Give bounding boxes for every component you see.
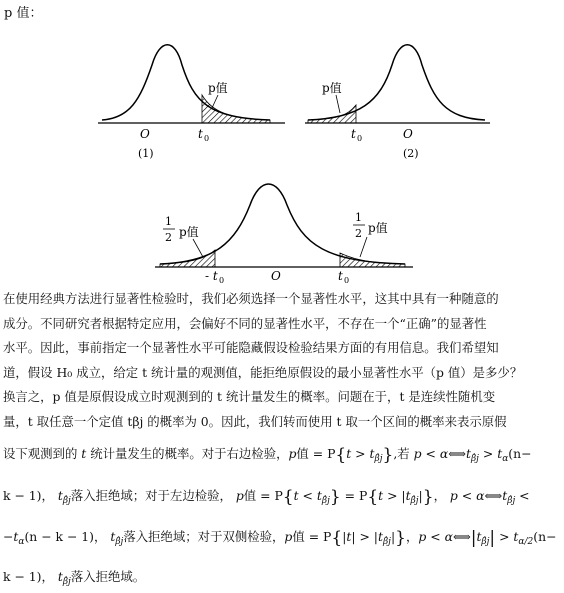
- paragraph-line: 换言之，p 值是原假设成立时观测到的 t 统计量发生的概率。问题在于，t 是连续性随机变: [3, 389, 496, 404]
- t0-label: t: [338, 269, 343, 283]
- figure-caption: (2): [403, 147, 419, 160]
- formula-line-2: k − 1)， $t_{\betâj}$落入拒绝域；对于左边检验， p值 = $P\{t < t_{\betâj}\} = P\{t > |t_{\betâj}|\}$， $p < \alpha⟺t_{\betâj}$ <: [3, 487, 530, 507]
- paragraph-line: 在使用经典方法进行显著性检验时，我们必须选择一个显著性水平，这其中具有一种随意的: [3, 291, 499, 306]
- svg-text:2: 2: [355, 227, 362, 240]
- body-paragraph: [3, 287, 561, 434]
- svg-text:0: 0: [344, 276, 350, 285]
- normal-curve: [102, 45, 270, 120]
- p-value-label: p值: [322, 81, 342, 95]
- svg-text:1: 1: [355, 211, 362, 224]
- neg-t0-label: - t: [205, 269, 218, 283]
- t0-label: t: [198, 127, 203, 141]
- paragraph-line: 道，假设 H₀ 成立，给定 t 统计量的观测值，能拒绝原假设的最小显著性水平（p 值）是多少？: [3, 364, 523, 380]
- formula-line-4: k − 1)， $t_{\betâj}$落入拒绝域。: [3, 569, 146, 587]
- origin-label: O: [140, 127, 150, 141]
- p-value-label: p值: [208, 81, 228, 95]
- figure-left-tail: [300, 20, 500, 160]
- figure-caption: (1): [138, 147, 154, 160]
- left-tail-area: [160, 250, 215, 267]
- svg-text:1: 1: [165, 215, 172, 228]
- left-tail-area: [308, 105, 356, 123]
- paragraph-line: 成分。不同研究者根据特定应用，会偏好不同的显著性水平，不存在一个“正确”的显著性: [3, 315, 487, 331]
- origin-label: O: [403, 127, 413, 141]
- t0-label: t: [351, 127, 356, 141]
- figure-right-tail: [90, 20, 290, 160]
- right-p-value-label: p值: [368, 221, 388, 235]
- svg-text:0: 0: [204, 134, 210, 143]
- figure-two-sided: [155, 165, 415, 285]
- svg-text:0: 0: [357, 134, 363, 143]
- paragraph-line: 量，t 取任意一个定值 tβj 的概率为 0。因此，我们转而使用 t 取一个区间的概率来表示原假: [3, 413, 507, 429]
- formula-line-3: $-t_\alpha(n - k - 1)$， $t_{\betâj}$落入拒绝域；对于双侧检验，p值 = $P\{|t| > |t_{\betâj}|\}$，$p < \alpha⟺|t_{\betâj}| > t_{\alpha/2}(n-$: [3, 528, 557, 548]
- page-heading: p 值：: [4, 6, 43, 21]
- origin-label: O: [271, 269, 281, 283]
- svg-text:2: 2: [165, 231, 172, 244]
- paragraph-line: 水平。因此，事前指定一个显著性水平可能隐藏假设检验结果方面的有用信息。我们希望知: [3, 340, 499, 355]
- right-tail-area: [340, 253, 405, 267]
- left-p-value-label: p值: [179, 225, 199, 239]
- formula-line-1: 设下观测到的 t 统计量发生的概率。对于右边检验，p值 = $P\{t > t_{\betâj}\}$,若 $p < \alpha⟺t_{\betâj} > t_\alpha(n-$: [3, 445, 532, 465]
- svg-text:0: 0: [219, 276, 225, 285]
